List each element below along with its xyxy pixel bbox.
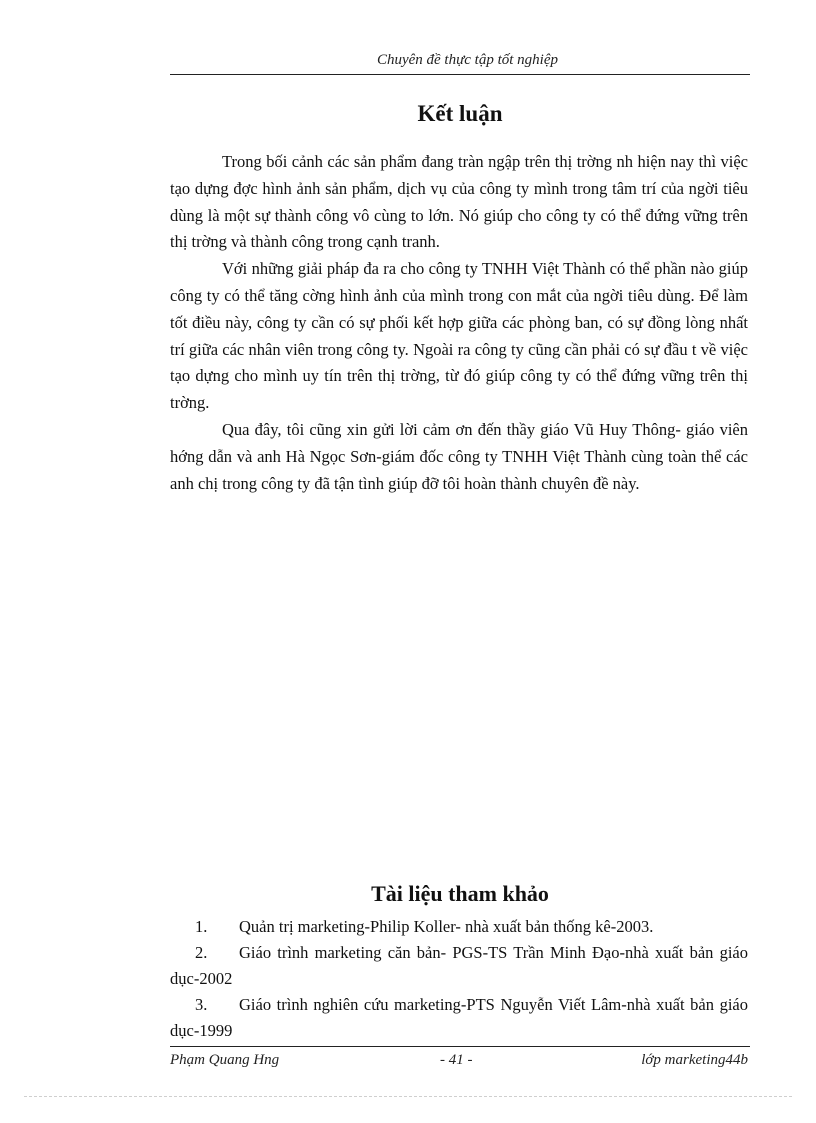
references-title: Tài liệu tham khảo: [371, 881, 549, 906]
page-break-divider: [24, 1096, 792, 1097]
footer-author: Phạm Quang Hng: [170, 1052, 280, 1068]
paragraph: Với những giải pháp đa ra cho công ty TNHH Việt Thành có thể phần nào giúp công ty có thể tăng cờng hình ảnh của mình trong con mắt của ngời tiêu dùng. Để làm tốt điều này, công ty cần có sự phối kết hợp giữa các phòng ban, có sự đồng lòng nhất trí giữa các nhân viên trong công ty. Ngoài ra công ty cũng cần phải có sự đầu t về việc tạo dựng cho mình uy tín trên thị trờng, từ đó giúp công ty có thể đứng vững trên thị trờng.: [170, 259, 748, 413]
paragraph: Qua đây, tôi cũng xin gửi lời cảm ơn đến thầy giáo Vũ Huy Thông- giáo viên hớng dẫn và anh Hà Ngọc Sơn-giám đốc công ty TNHH Việt Thành cùng toàn thể các anh chị trong công ty đã tận tình giúp đỡ tôi hoàn thành chuyên đề này.: [170, 419, 748, 493]
footer-class: lớp marketing44b: [641, 1052, 748, 1068]
reference-text: Quản trị marketing-Philip Koller- nhà xuất bản thống kê-2003.: [239, 917, 654, 936]
conclusion-title: Kết luận: [417, 101, 503, 126]
page-header: [170, 50, 750, 75]
paragraph: Trong bối cảnh các sản phẩm đang tràn ngập trên thị trờng nh hiện nay thì việc tạo dựng đợc hình ảnh sản phẩm, dịch vụ của công ty mình trong tâm trí của ngời tiêu dùng là một sự thành công vô cùng to lớn. Nó giúp cho công ty có thể đứng vững trên thị trờng và thành công trong cạnh tranh.: [170, 152, 748, 252]
header-text: Chuyên đề thực tập tốt nghiệp: [376, 52, 558, 68]
reference-item: [170, 914, 748, 940]
reference-number: 1.: [195, 917, 208, 936]
reference-item: [170, 940, 748, 992]
reference-number: 2.: [195, 943, 208, 962]
conclusion-body: [170, 149, 748, 497]
reference-item: [170, 992, 748, 1044]
reference-text: Giáo trình marketing căn bản- PGS-TS Trần Minh Đạo-nhà xuất bản giáo dục-2002: [170, 943, 748, 988]
reference-text: Giáo trình nghiên cứu marketing-PTS Nguyễn Viết Lâm-nhà xuất bản giáo dục-1999: [170, 995, 748, 1040]
page-footer: [170, 1046, 750, 1073]
footer-page-number: - 41 -: [440, 1052, 473, 1068]
references-list: [170, 914, 748, 1044]
reference-number: 3.: [195, 995, 208, 1014]
